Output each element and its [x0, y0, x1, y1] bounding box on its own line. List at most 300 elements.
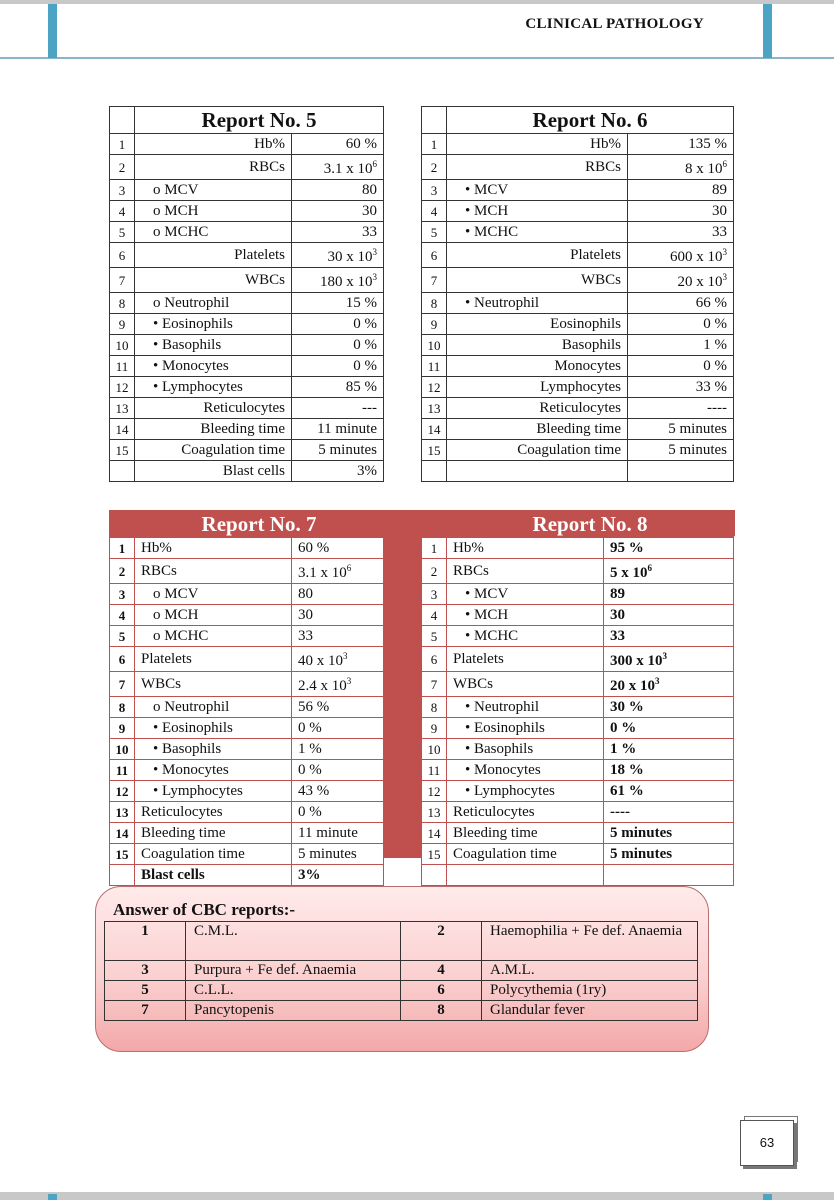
- answer-diagnosis: Polycythemia (1ry): [482, 981, 698, 1001]
- report-row: [422, 180, 734, 201]
- report-row: [422, 155, 734, 180]
- report-row: [110, 605, 384, 626]
- report-row: [110, 461, 384, 482]
- row-number: 12: [110, 377, 135, 398]
- row-value: [628, 335, 734, 356]
- row-label: • Basophils: [135, 739, 292, 760]
- row-label: • MCHC: [447, 222, 628, 243]
- value-text: 5 x 10: [610, 565, 648, 581]
- row-value: [604, 697, 734, 718]
- row-value: [604, 718, 734, 739]
- row-value: [604, 626, 734, 647]
- row-value: [628, 377, 734, 398]
- row-value: [628, 201, 734, 222]
- row-number: 14: [422, 823, 447, 844]
- row-label: Lymphocytes: [447, 377, 628, 398]
- row-label: • Lymphocytes: [135, 781, 292, 802]
- value-text: 0 %: [298, 803, 322, 820]
- row-value: [292, 440, 384, 461]
- row-label: • Neutrophil: [447, 697, 604, 718]
- report-row: [110, 781, 384, 802]
- report-row: [110, 419, 384, 440]
- report-row: [110, 243, 384, 268]
- value-text: ---: [362, 399, 377, 416]
- row-label: • Eosinophils: [135, 314, 292, 335]
- row-number: [110, 865, 135, 886]
- row-label: Bleeding time: [135, 823, 292, 844]
- row-label: RBCs: [135, 559, 292, 584]
- row-value: [628, 155, 734, 180]
- row-label: WBCs: [135, 672, 292, 697]
- row-label: • Basophils: [135, 335, 292, 356]
- row-value: [292, 293, 384, 314]
- row-number: 2: [422, 559, 447, 584]
- report-row: [110, 647, 384, 672]
- row-number: 2: [110, 559, 135, 584]
- header-tab-right: [763, 4, 772, 58]
- row-value: [292, 398, 384, 419]
- value-text: 40 x 10: [298, 653, 343, 669]
- report-row: [110, 293, 384, 314]
- row-value: [292, 760, 384, 781]
- row-number: [422, 865, 447, 886]
- row-value: [292, 335, 384, 356]
- report-row: [422, 760, 734, 781]
- report-row: [422, 844, 734, 865]
- row-number: 14: [422, 419, 447, 440]
- row-number: 1: [110, 538, 135, 559]
- row-value: [628, 398, 734, 419]
- value-text: 30 x 10: [327, 249, 373, 265]
- row-number: 14: [110, 823, 135, 844]
- value-text: 89: [610, 585, 625, 602]
- row-value: [292, 461, 384, 482]
- row-value: [292, 243, 384, 268]
- value-text: 30: [712, 202, 727, 219]
- row-number: 10: [422, 739, 447, 760]
- row-number: 10: [422, 335, 447, 356]
- value-exponent: 6: [647, 563, 652, 573]
- report-row: [422, 134, 734, 155]
- report-row: [110, 672, 384, 697]
- bottom-border: [0, 1192, 834, 1200]
- report-row: [422, 718, 734, 739]
- running-head: CLINICAL PATHOLOGY: [525, 16, 704, 32]
- row-number: 7: [110, 268, 135, 293]
- row-number: 15: [110, 844, 135, 865]
- row-value: [604, 781, 734, 802]
- row-number: 9: [110, 718, 135, 739]
- value-text: 1 %: [298, 740, 322, 757]
- row-number: 9: [422, 718, 447, 739]
- title-number-cell: [422, 107, 447, 134]
- row-value: [628, 440, 734, 461]
- row-label: Blast cells: [135, 461, 292, 482]
- report-row: [110, 865, 384, 886]
- row-label: o MCHC: [135, 626, 292, 647]
- row-value: [628, 356, 734, 377]
- row-label: RBCs: [447, 155, 628, 180]
- report-row: [422, 672, 734, 697]
- row-value: [628, 293, 734, 314]
- report-row: [422, 243, 734, 268]
- row-label: WBCs: [447, 672, 604, 697]
- row-number: 14: [110, 419, 135, 440]
- row-label: Reticulocytes: [135, 398, 292, 419]
- report-7-8-divider: [384, 510, 421, 858]
- row-number: 5: [110, 626, 135, 647]
- report-row: [422, 865, 734, 886]
- value-text: ----: [610, 803, 630, 820]
- value-text: 3.1 x 10: [323, 161, 373, 177]
- value-text: ----: [707, 399, 727, 416]
- row-value: [292, 180, 384, 201]
- report-row: [422, 356, 734, 377]
- answer-table: [104, 921, 698, 1021]
- row-label: Hb%: [447, 538, 604, 559]
- row-value: [604, 760, 734, 781]
- row-value: [628, 134, 734, 155]
- report-row: [422, 697, 734, 718]
- value-text: 33: [298, 627, 313, 644]
- row-value: [604, 865, 734, 886]
- row-number: 15: [422, 844, 447, 865]
- report-row: [422, 222, 734, 243]
- answer-title: Answer of CBC reports:-: [113, 900, 296, 919]
- header-rule: [0, 57, 834, 59]
- report-row: [110, 760, 384, 781]
- value-text: 2.4 x 10: [298, 678, 347, 694]
- value-text: 0 %: [298, 719, 322, 736]
- row-label: [447, 461, 628, 482]
- value-text: 300 x 10: [610, 653, 663, 669]
- row-value: [292, 718, 384, 739]
- report-8-table: [421, 510, 734, 886]
- header-tab-left: [48, 4, 57, 58]
- value-text: 43 %: [298, 782, 330, 799]
- row-label: Blast cells: [135, 865, 292, 886]
- row-value: [604, 605, 734, 626]
- report-row: [422, 335, 734, 356]
- value-text: 89: [712, 181, 727, 198]
- row-label: Bleeding time: [447, 419, 628, 440]
- report-row: [110, 739, 384, 760]
- report-title: Report No. 5: [135, 107, 384, 134]
- report-row: [422, 559, 734, 584]
- title-number-cell: [110, 107, 135, 134]
- value-exponent: 3: [346, 676, 352, 686]
- row-number: 2: [110, 155, 135, 180]
- row-label: • Lymphocytes: [135, 377, 292, 398]
- row-label: Coagulation time: [447, 440, 628, 461]
- row-number: 11: [422, 356, 447, 377]
- row-number: 3: [110, 584, 135, 605]
- value-text: 30: [298, 606, 313, 623]
- report-title: Report No. 7: [135, 511, 384, 538]
- answer-diagnosis: Haemophilia + Fe def. Anaemia: [482, 922, 698, 961]
- row-number: 2: [422, 155, 447, 180]
- value-text: 33: [712, 223, 727, 240]
- report-row: [422, 626, 734, 647]
- report-row: [110, 844, 384, 865]
- row-label: Reticulocytes: [135, 802, 292, 823]
- value-exponent: 3: [372, 272, 377, 282]
- row-value: [292, 538, 384, 559]
- row-value: [292, 134, 384, 155]
- row-label: o MCH: [135, 201, 292, 222]
- row-label: Coagulation time: [447, 844, 604, 865]
- row-label: • Monocytes: [447, 760, 604, 781]
- row-label: Hb%: [135, 134, 292, 155]
- value-text: 30: [610, 606, 625, 623]
- answer-number: 1: [105, 922, 186, 961]
- row-number: 13: [422, 802, 447, 823]
- footer-tab-left: [48, 1194, 57, 1200]
- row-number: 3: [422, 584, 447, 605]
- row-label: Platelets: [447, 243, 628, 268]
- report-row: [110, 356, 384, 377]
- report-row: [110, 697, 384, 718]
- row-number: 5: [422, 626, 447, 647]
- row-label: Monocytes: [447, 356, 628, 377]
- row-label: • Monocytes: [135, 760, 292, 781]
- value-exponent: 6: [722, 159, 727, 169]
- row-label: RBCs: [135, 155, 292, 180]
- report-row: [110, 377, 384, 398]
- row-number: 8: [110, 697, 135, 718]
- row-number: 4: [422, 201, 447, 222]
- row-number: 6: [110, 647, 135, 672]
- value-text: 33: [610, 627, 625, 644]
- row-value: [292, 356, 384, 377]
- row-label: Platelets: [135, 647, 292, 672]
- row-number: [422, 461, 447, 482]
- row-value: [292, 268, 384, 293]
- report-title: Report No. 6: [447, 107, 734, 134]
- value-text: 61 %: [610, 782, 644, 799]
- row-label: • MCH: [447, 605, 604, 626]
- report-row: [422, 419, 734, 440]
- value-text: 1 %: [703, 336, 727, 353]
- value-exponent: 3: [722, 272, 727, 282]
- row-value: [604, 823, 734, 844]
- report-7-table: [109, 510, 384, 886]
- value-text: 20 x 10: [677, 274, 723, 290]
- row-label: Coagulation time: [135, 440, 292, 461]
- row-label: o MCHC: [135, 222, 292, 243]
- report-row: [110, 559, 384, 584]
- answer-number: 3: [105, 961, 186, 981]
- report-row: [110, 626, 384, 647]
- row-number: 8: [422, 293, 447, 314]
- row-number: 1: [110, 134, 135, 155]
- row-value: [604, 584, 734, 605]
- value-text: 80: [362, 181, 377, 198]
- row-number: 4: [422, 605, 447, 626]
- row-label: [447, 865, 604, 886]
- row-label: WBCs: [135, 268, 292, 293]
- row-value: [628, 180, 734, 201]
- row-label: • Monocytes: [135, 356, 292, 377]
- value-exponent: 3: [372, 247, 377, 257]
- row-number: 15: [422, 440, 447, 461]
- value-text: 0 %: [353, 357, 377, 374]
- row-label: Eosinophils: [447, 314, 628, 335]
- report-row: [422, 802, 734, 823]
- row-label: Hb%: [135, 538, 292, 559]
- row-number: 3: [110, 180, 135, 201]
- report-row: [110, 134, 384, 155]
- report-row: [110, 155, 384, 180]
- answer-number: 5: [105, 981, 186, 1001]
- row-label: o MCV: [135, 180, 292, 201]
- report-row: [422, 268, 734, 293]
- value-text: 30 %: [610, 698, 644, 715]
- value-text: 15 %: [345, 294, 377, 311]
- value-text: 5 minutes: [610, 824, 673, 841]
- value-text: 56 %: [298, 698, 330, 715]
- row-label: • Lymphocytes: [447, 781, 604, 802]
- report-row: [422, 584, 734, 605]
- row-value: [292, 647, 384, 672]
- value-text: 95 %: [610, 539, 644, 556]
- report-row: [422, 538, 734, 559]
- report-row: [422, 461, 734, 482]
- row-label: Coagulation time: [135, 844, 292, 865]
- row-label: • Basophils: [447, 739, 604, 760]
- row-value: [292, 823, 384, 844]
- row-label: • Eosinophils: [447, 718, 604, 739]
- value-text: 11 minute: [317, 420, 377, 437]
- row-number: 12: [110, 781, 135, 802]
- value-text: 33: [362, 223, 377, 240]
- value-text: 60 %: [345, 135, 377, 152]
- row-label: Hb%: [447, 134, 628, 155]
- row-number: 11: [110, 760, 135, 781]
- value-text: 5 minutes: [318, 441, 377, 458]
- report-row: [422, 314, 734, 335]
- answer-number: 4: [401, 961, 482, 981]
- answer-diagnosis: C.L.L.: [186, 981, 401, 1001]
- value-text: 1 %: [610, 740, 637, 757]
- answer-row: [105, 1001, 698, 1021]
- row-value: [604, 647, 734, 672]
- row-number: [110, 461, 135, 482]
- row-value: [628, 268, 734, 293]
- value-text: 5 minutes: [668, 441, 727, 458]
- row-number: 7: [422, 268, 447, 293]
- row-number: 15: [110, 440, 135, 461]
- row-value: [628, 461, 734, 482]
- row-value: [292, 584, 384, 605]
- row-number: 12: [422, 781, 447, 802]
- row-label: Reticulocytes: [447, 802, 604, 823]
- value-text: 0 %: [703, 315, 727, 332]
- value-exponent: 3: [343, 651, 348, 661]
- row-label: Bleeding time: [135, 419, 292, 440]
- row-value: [292, 155, 384, 180]
- value-exponent: 6: [346, 563, 352, 573]
- report-row: [110, 335, 384, 356]
- value-exponent: 3: [722, 247, 727, 257]
- row-value: [628, 314, 734, 335]
- value-text: 30: [362, 202, 377, 219]
- report-row: [422, 647, 734, 672]
- row-label: o MCH: [135, 605, 292, 626]
- value-exponent: 3: [662, 651, 667, 661]
- report-row: [422, 440, 734, 461]
- value-text: 80: [298, 585, 313, 602]
- answer-diagnosis: Purpura + Fe def. Anaemia: [186, 961, 401, 981]
- row-label: • MCV: [447, 180, 628, 201]
- report-row: [110, 398, 384, 419]
- row-value: [292, 559, 384, 584]
- report-row: [110, 584, 384, 605]
- value-text: 5 minutes: [668, 420, 727, 437]
- answer-row: [105, 961, 698, 981]
- report-5-table: [109, 106, 384, 482]
- value-text: 33 %: [695, 378, 727, 395]
- report-row: [110, 314, 384, 335]
- value-text: 600 x 10: [670, 249, 723, 265]
- row-value: [604, 672, 734, 697]
- row-number: 5: [110, 222, 135, 243]
- report-row: [110, 201, 384, 222]
- top-border: [0, 0, 834, 4]
- value-text: 18 %: [610, 761, 644, 778]
- report-row: [110, 222, 384, 243]
- report-6-table: [421, 106, 734, 482]
- row-value: [292, 697, 384, 718]
- report-row: [110, 802, 384, 823]
- row-number: 7: [422, 672, 447, 697]
- row-label: o MCV: [135, 584, 292, 605]
- row-number: 6: [422, 647, 447, 672]
- row-number: 8: [110, 293, 135, 314]
- row-value: [292, 314, 384, 335]
- answer-diagnosis: Pancytopenis: [186, 1001, 401, 1021]
- value-text: 3%: [357, 462, 377, 479]
- value-text: 11 minute: [298, 824, 358, 841]
- row-value: [292, 672, 384, 697]
- value-exponent: 3: [655, 676, 660, 686]
- page-number-box: [740, 1120, 794, 1166]
- row-number: 9: [422, 314, 447, 335]
- answer-number: 7: [105, 1001, 186, 1021]
- value-text: 8 x 10: [685, 161, 723, 177]
- report-row: [422, 739, 734, 760]
- report-row: [110, 823, 384, 844]
- row-label: • Neutrophil: [447, 293, 628, 314]
- row-value: [292, 626, 384, 647]
- report-title: Report No. 8: [447, 511, 734, 538]
- answer-number: 6: [401, 981, 482, 1001]
- value-text: 5 minutes: [298, 845, 357, 862]
- row-value: [292, 201, 384, 222]
- row-number: 13: [110, 398, 135, 419]
- row-value: [292, 605, 384, 626]
- value-text: 20 x 10: [610, 678, 655, 694]
- row-label: • MCV: [447, 584, 604, 605]
- row-label: Platelets: [447, 647, 604, 672]
- row-value: [604, 844, 734, 865]
- row-value: [604, 559, 734, 584]
- row-value: [292, 739, 384, 760]
- value-text: 3%: [298, 866, 321, 883]
- row-label: o Neutrophil: [135, 293, 292, 314]
- row-value: [604, 538, 734, 559]
- answer-diagnosis: A.M.L.: [482, 961, 698, 981]
